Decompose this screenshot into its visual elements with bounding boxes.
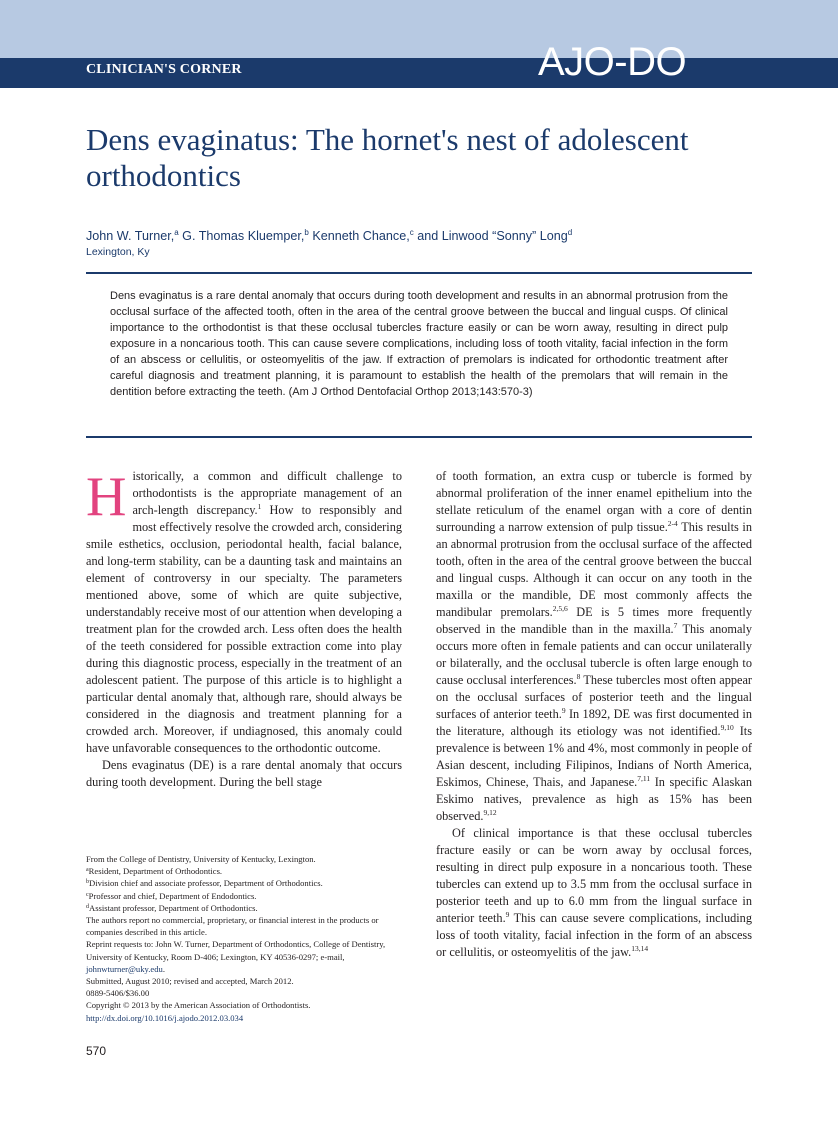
body-paragraph: Dens evaginatus (DE) is a rare dental anomaly that occurs during tooth development. During the bell stage <box>86 758 402 789</box>
citation-ref: 2-4 <box>667 519 678 528</box>
footnote-disclosure: The authors report no commercial, proprietary, or financial interest in the products or companies described in this article. <box>86 915 379 938</box>
author-mark: a <box>174 228 179 237</box>
footnote-b <box>86 877 402 889</box>
body-column-right <box>436 468 752 961</box>
section-label: CLINICIAN'S CORNER <box>86 62 242 77</box>
abstract-top-rule <box>86 272 752 274</box>
footnotes <box>86 853 402 1024</box>
doi-link[interactable]: http://dx.doi.org/10.1016/j.ajodo.2012.03.034 <box>86 1012 244 1023</box>
author-name: Kenneth Chance, <box>308 229 410 243</box>
body-text: These tubercles most often appear on the occlusal surfaces of posterior teeth and the lingual surfaces of anterior teeth. <box>436 673 752 721</box>
abstract-citation: (Am J Orthod Dentofacial Orthop 2013;143:570-3) <box>288 386 533 398</box>
article-title: Dens evaginatus: The hornet's nest of adolescent orthodontics <box>86 122 689 193</box>
footnote-d <box>86 902 402 914</box>
body-text: In 1892, DE was first documented in the literature, although its etiology was not identified. <box>436 707 752 738</box>
body-paragraph <box>86 468 402 757</box>
footnote-text: Division chief and associate professor, Department of Orthodontics. <box>89 878 323 889</box>
drop-cap: H <box>86 466 127 528</box>
body-text: Of clinical importance is that these occlusal tubercles fracture easily or can be worn away by occlusal forces, resulting in direct pulp exposure in a noncarious tooth. These tubercles can extend up to 3.5 mm from the occlusal surface in posterior teeth and up to 6.0 mm from the lingual surface in anterior teeth. <box>436 826 752 925</box>
author-name: G. Thomas Kluemper, <box>178 229 305 243</box>
footnote-c <box>86 890 402 902</box>
author-affiliation: Lexington, Ky <box>86 246 150 258</box>
author-name: John W. Turner, <box>86 229 175 243</box>
citation-ref: 1 <box>257 502 262 511</box>
citation-ref: 2,5,6 <box>552 604 568 613</box>
footnote-text: Resident, Department of Orthodontics. <box>88 866 223 877</box>
abstract-bottom-rule <box>86 436 752 438</box>
footnote-mark: c <box>86 891 89 898</box>
footnote-text: Reprint requests to: John W. Turner, Department of Orthodontics, College of Dentistry, University of Kentucky, Room D-406; Lexington, KY 40536-0297; e-mail, <box>86 939 386 962</box>
abstract <box>110 288 728 400</box>
body-paragraph <box>436 825 752 961</box>
author-list <box>86 228 572 243</box>
footnote-college: From the College of Dentistry, University of Kentucky, Lexington. <box>86 854 316 864</box>
footnote-reprint <box>86 938 402 975</box>
body-text: In specific Alaskan Eskimo natives, prevalence as high as 15% has been observed. <box>436 775 752 823</box>
body-text: How to responsibly and most effectively resolve the crowded arch, considering smile esthetics, occlusion, periodontal health, facial balance, and long-term stability, can be a daunting task and maintains an element of controversy in our specialty. The parameters mentioned above, some of which are quite subjective, understandably receive most of our attention when developing a treatment plan for the crowded arch. Less often does the health of the teeth considered for possible extraction come into play during this diagnostic process, especially in the treatment of an adolescent patient. The purpose of this article is to highlight a particular dental anomaly that, although rare, should always be considered in the diagnosis and treatment planning for a crowded arch. Moreover, if undiagnosed, this anomaly could have unfavorable consequences to the orthodontic outcome. <box>86 503 402 755</box>
footnote-submitted: Submitted, August 2010; revised and accepted, March 2012. <box>86 976 294 987</box>
page-number: 570 <box>86 1044 107 1058</box>
footnote-mark: a <box>86 867 89 874</box>
footnote-mark: d <box>86 903 89 910</box>
footnote-text: . <box>162 963 165 974</box>
author-mark: b <box>304 228 309 237</box>
body-text: This anomaly occurs more often in female patients and can occur unilaterally or bilaterally, and the occlusal tubercle is often large enough to cause occlusal interferences. <box>436 622 752 687</box>
email-link[interactable]: johnwturner@uky.edu <box>86 963 163 974</box>
citation-ref: 7,11 <box>637 774 651 783</box>
body-text: This can cause severe complications, including loss of tooth vitality, facial infection in the form of an abscess or cellulitis, or osteomyelitis of the jaw. <box>436 911 752 959</box>
author-mark: c <box>409 228 414 237</box>
footnote-text: Professor and chief, Department of Endodontics. <box>88 890 257 901</box>
body-paragraph <box>436 468 752 825</box>
body-text: This results in an abnormal protrusion from the occlusal surface of the affected tooth, often in the area of the central groove between the buccal and lingual cusps. Although it can occur on any tooth in the maxilla or the mandible, DE most commonly affects the mandibular premolars. <box>436 520 752 619</box>
citation-ref: 13,14 <box>631 944 649 953</box>
body-column-left <box>86 468 402 791</box>
body-text: Its prevalence is between 1% and 4%, most commonly in people of Asian descent, including Filipinos, Indians of North America, Eskimos, Chinese, Thais, and Japanese. <box>436 724 752 789</box>
citation-ref: 9,10 <box>720 723 734 732</box>
footnote-mark: b <box>86 879 89 886</box>
body-text: of tooth formation, an extra cusp or tubercle is formed by abnormal proliferation of the inner enamel epithelium into the stellate reticulum of the enamel organ with a core of dentin surrounding a narrow extension of pulp tissue. <box>436 469 752 534</box>
footnote-text: Assistant professor, Department of Orthodontics. <box>89 902 258 913</box>
abstract-text: Dens evaginatus is a rare dental anomaly that occurs during tooth development and results in an abnormal protrusion from the occlusal surface of the affected tooth, often in the area of the central groove between the buccal and lingual cusps. Of clinical importance to the orthodontist is that these occlusal tubercles fracture easily or can be worn away, resulting in direct pulp exposure in a noncarious tooth. This can cause severe complications, including loss of tooth vitality, facial infection in the form of an abscess or cellulitis, or osteomyelitis of the jaw. If extraction of premolars is indicated for orthodontic treatment after careful diagnosis and treatment planning, it is paramount to establish the health of the premolars that will remain in the dentition before extracting the teeth. <box>110 290 728 398</box>
footnote-issn: 0889-5406/$36.00 <box>86 988 150 999</box>
body-text: DE is 5 times more frequently observed in the mandible than in the maxilla. <box>436 605 752 636</box>
citation-ref: 8 <box>576 672 581 681</box>
citation-ref: 9 <box>505 910 510 919</box>
journal-logo: AJO-DO <box>538 40 687 84</box>
header-top-band <box>0 0 838 58</box>
citation-ref: 7 <box>673 621 678 630</box>
author-mark: d <box>567 228 573 237</box>
body-text: istorically, a common and difficult challenge to orthodontists is the appropriate management of an arch-length discrepancy. <box>132 469 402 517</box>
footnote-a <box>86 865 402 877</box>
author-name: and Linwood “Sonny” Long <box>413 229 568 243</box>
citation-ref: 9 <box>561 706 566 715</box>
footnote-copyright: Copyright © 2013 by the American Association of Orthodontists. <box>86 1000 311 1011</box>
citation-ref: 9,12 <box>483 808 497 817</box>
